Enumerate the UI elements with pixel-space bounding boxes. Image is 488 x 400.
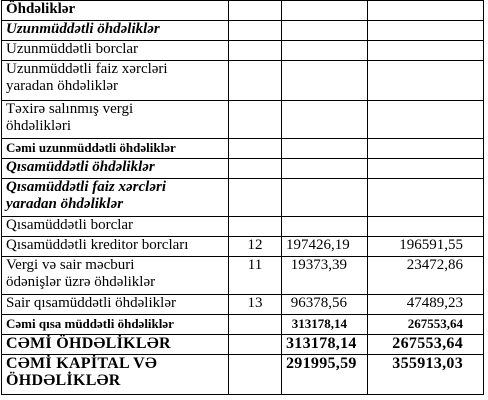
year2-value [368, 159, 484, 179]
note-cell [229, 21, 282, 41]
year2-value [368, 61, 484, 101]
row-label: Təxirə salınmış vergi öhdəlikləri [2, 101, 229, 139]
table-row [2, 21, 484, 41]
note-cell [229, 315, 282, 335]
year2-value [368, 101, 484, 139]
note-cell: 13 [229, 295, 282, 315]
note-cell [229, 355, 282, 395]
year1-value: 197426,19 [282, 237, 368, 257]
table-row [2, 355, 484, 395]
row-label: CƏMİ KAPİTAL VƏ ÖHDƏLİKLƏR [2, 355, 229, 395]
note-cell [229, 179, 282, 217]
year2-value [368, 217, 484, 237]
year1-value [282, 61, 368, 101]
note-cell [229, 1, 282, 21]
table-row [2, 257, 484, 295]
row-label: Qısamüddətli öhdəliklər [2, 159, 229, 179]
year1-value: 313178,14 [282, 315, 368, 335]
row-label: Uzunmüddətli borclar [2, 41, 229, 61]
note-cell [229, 217, 282, 237]
row-label: Uzunmüddətli faiz xərcləri yaradan öhdəliklər [2, 61, 229, 101]
year2-value: 47489,23 [368, 295, 484, 315]
row-label: Cəmi qısa müddətli öhdəliklər [2, 315, 229, 335]
year1-value: 96378,56 [282, 295, 368, 315]
year1-value: 19373,39 [282, 257, 368, 295]
year1-value: 313178,14 [282, 335, 368, 355]
year2-value [368, 179, 484, 217]
year2-value [368, 21, 484, 41]
year1-value [282, 179, 368, 217]
table-row [2, 335, 484, 355]
table-row [2, 159, 484, 179]
table-row [2, 139, 484, 159]
year1-value: 291995,59 [282, 355, 368, 395]
year1-value [282, 1, 368, 21]
year2-value: 355913,03 [368, 355, 484, 395]
note-cell: 11 [229, 257, 282, 295]
row-label: Sair qısamüddətli öhdəliklər [2, 295, 229, 315]
row-label: Qısamüddətli kreditor borcları [2, 237, 229, 257]
table-row [2, 295, 484, 315]
year2-value: 196591,55 [368, 237, 484, 257]
note-cell: 12 [229, 237, 282, 257]
year2-value [368, 1, 484, 21]
row-label: CƏMİ ÖHDƏLİKLƏR [2, 335, 229, 355]
table-row [2, 179, 484, 217]
year2-value [368, 41, 484, 61]
row-label: Uzunmüddətli öhdəliklər [2, 21, 229, 41]
row-label: Vergi və sair məcburi ödənişlər üzrə öhdəliklər [2, 257, 229, 295]
table-row [2, 41, 484, 61]
note-cell [229, 159, 282, 179]
table-row [2, 217, 484, 237]
note-cell [229, 335, 282, 355]
year1-value [282, 21, 368, 41]
table-row [2, 315, 484, 335]
year2-value [368, 139, 484, 159]
row-label: Qısamüddətli faiz xərcləri yaradan öhdəliklər [2, 179, 229, 217]
year1-value [282, 101, 368, 139]
row-label: Qısamüddətli borclar [2, 217, 229, 237]
table-row [2, 237, 484, 257]
table-row [2, 1, 484, 21]
table-row [2, 101, 484, 139]
year2-value: 267553,64 [368, 335, 484, 355]
year1-value [282, 139, 368, 159]
row-label: Öhdəliklər [2, 1, 229, 21]
note-cell [229, 41, 282, 61]
row-label: Cəmi uzunmüddətli öhdəliklər [2, 139, 229, 159]
year1-value [282, 159, 368, 179]
table-row [2, 61, 484, 101]
note-cell [229, 61, 282, 101]
note-cell [229, 139, 282, 159]
year2-value: 23472,86 [368, 257, 484, 295]
year1-value [282, 41, 368, 61]
note-cell [229, 101, 282, 139]
year2-value: 267553,64 [368, 315, 484, 335]
liabilities-table [1, 0, 484, 395]
year1-value [282, 217, 368, 237]
